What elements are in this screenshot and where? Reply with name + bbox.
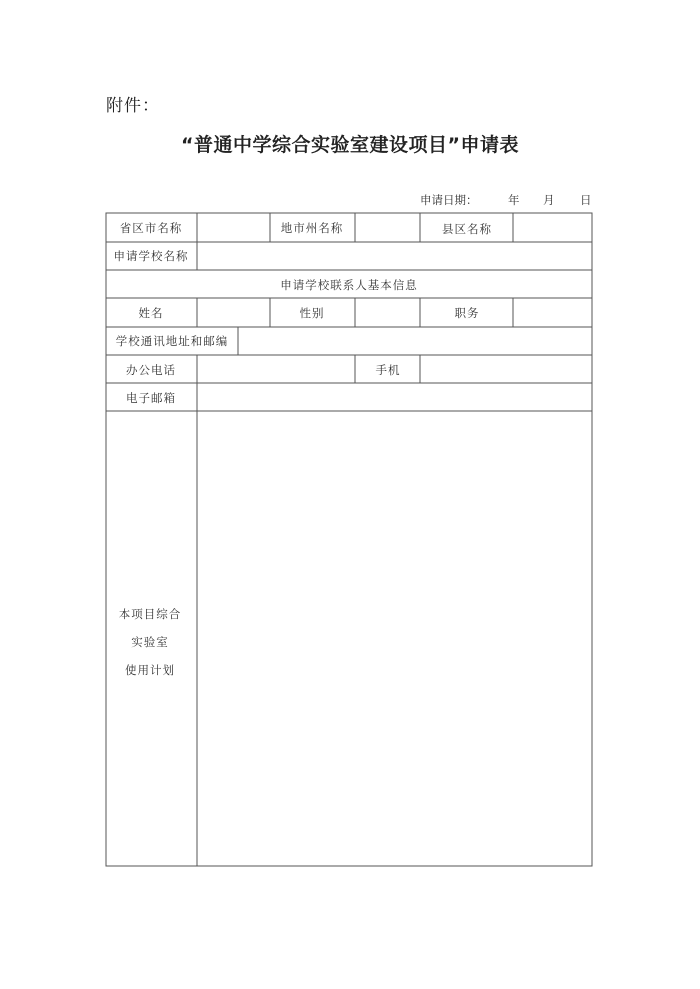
email-label: 电子邮箱 xyxy=(126,391,176,405)
date-month-label: 月 xyxy=(543,193,555,207)
gender-label: 性别 xyxy=(299,306,325,320)
attachment-label: 附件： xyxy=(106,96,160,116)
name-label: 姓名 xyxy=(138,306,164,320)
contact-section-title: 申请学校联系人基本信息 xyxy=(280,278,418,292)
usage-plan-line3: 使用计划 xyxy=(125,663,175,677)
date-year-label: 年 xyxy=(508,193,520,207)
date-label: 申请日期： xyxy=(420,193,478,207)
usage-plan-line2: 实验室 xyxy=(131,635,169,649)
county-label: 县区名称 xyxy=(442,222,492,236)
mobile-label: 手机 xyxy=(375,363,401,377)
office-phone-label: 办公电话 xyxy=(126,363,176,377)
form-title: “普通中学综合实验室建设项目”申请表 xyxy=(181,134,519,156)
school-name-label: 申请学校名称 xyxy=(113,249,189,263)
address-label: 学校通讯地址和邮编 xyxy=(115,334,229,348)
usage-plan-label xyxy=(119,600,182,684)
usage-plan-line1: 本项目综合 xyxy=(118,607,182,621)
city-label: 地市州名称 xyxy=(280,221,344,235)
position-label: 职务 xyxy=(454,306,480,320)
province-label: 省区市名称 xyxy=(119,221,183,235)
date-day-label: 日 xyxy=(580,193,592,207)
